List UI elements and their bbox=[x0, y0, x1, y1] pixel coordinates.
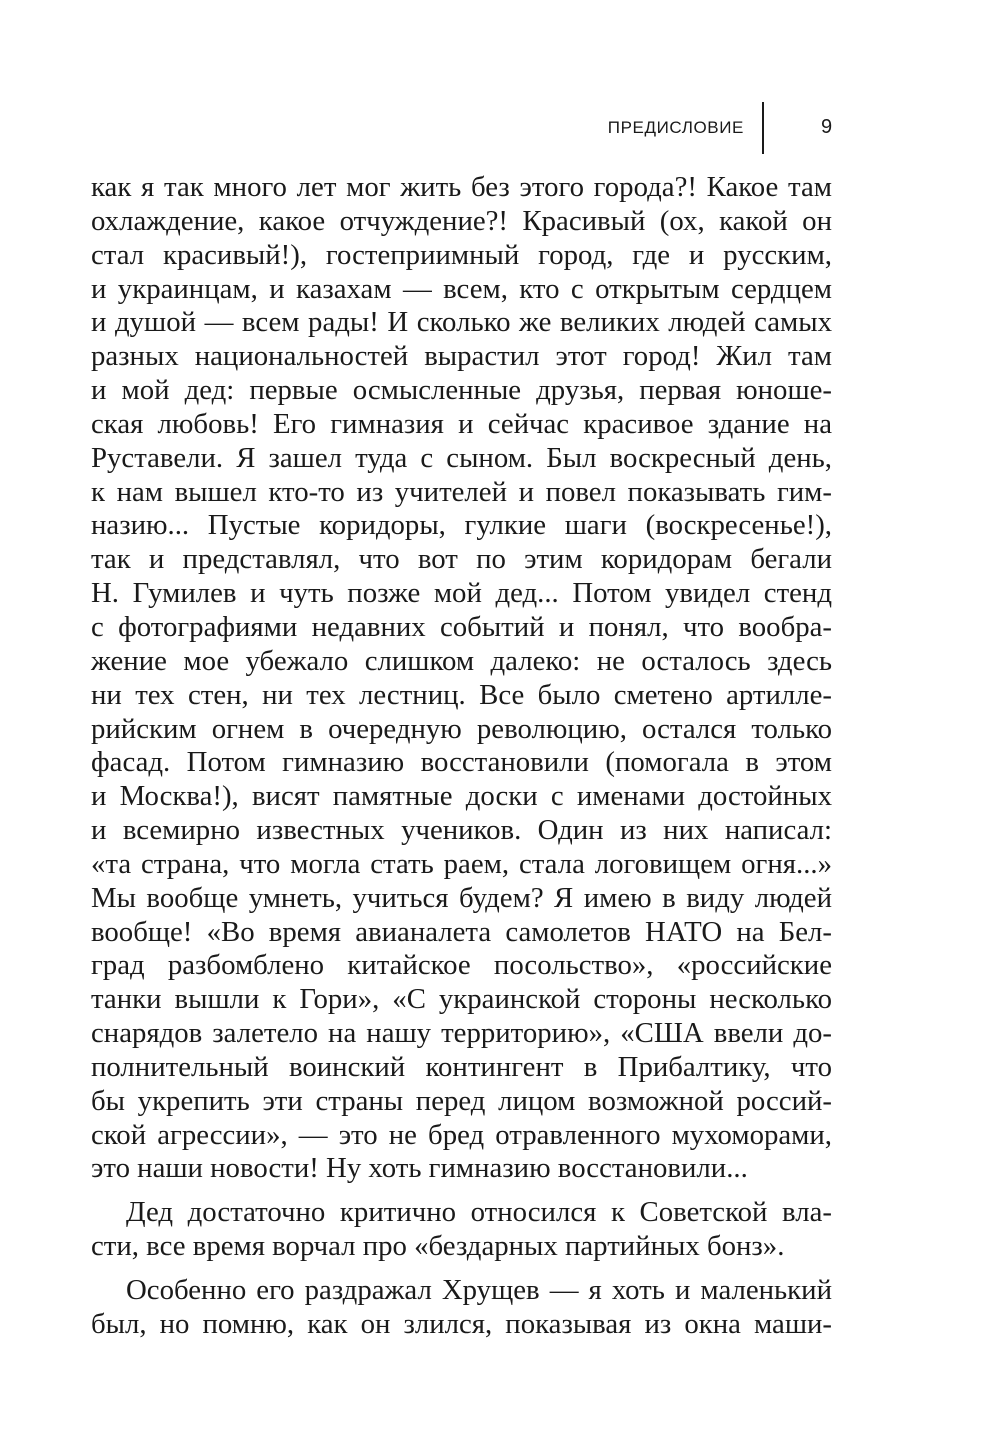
text-line: был, но помню, как он злился, показывая из окна маши- bbox=[91, 1307, 832, 1340]
header-divider bbox=[762, 102, 764, 154]
text-line: ская любовь! Его гимназия и сейчас красивое здание на bbox=[91, 407, 832, 440]
text-line: к нам вышел кто-то из учителей и повел показывать гим- bbox=[91, 475, 832, 508]
text-line: ни тех стен, ни тех лестниц. Все было сметено артилле- bbox=[91, 678, 832, 711]
text-line: полнительный воинский контингент в Прибалтику, что bbox=[91, 1050, 832, 1083]
text-line: Н. Гумилев и чуть позже мой дед... Потом увидел стенд bbox=[91, 577, 832, 610]
text-line: и мой дед: первые осмысленные друзья, первая юноше- bbox=[91, 374, 832, 407]
text-line: и Москва!), висят памятные доски с именами достойных bbox=[91, 780, 832, 813]
text-line: с фотографиями недавних событий и понял, что вообра- bbox=[91, 610, 832, 643]
text-line: охлаждение, какое отчуждение?! Красивый (ох, какой он bbox=[91, 204, 832, 237]
text-line: стал красивый!), гостеприимный город, где и русским, bbox=[91, 238, 832, 271]
page-number: 9 bbox=[821, 116, 833, 138]
text-line: разных национальностей вырастил этот город! Жил там bbox=[91, 340, 832, 373]
text-line: и всемирно известных учеников. Один из них написал: bbox=[91, 814, 832, 847]
text-line: рийским огнем в очередную революцию, остался только bbox=[91, 712, 832, 745]
text-line: и душой — всем рады! И сколько же великих людей самых bbox=[91, 306, 832, 339]
running-header bbox=[0, 110, 987, 156]
text-line: Дед достаточно критично относился к Советской вла- bbox=[126, 1196, 832, 1229]
text-line: жение мое убежало слишком далеко: не осталось здесь bbox=[91, 644, 832, 677]
paragraph bbox=[91, 1274, 832, 1342]
text-line: бы укрепить эти страны перед лицом возможной россий- bbox=[91, 1084, 832, 1117]
paragraph bbox=[91, 171, 832, 1186]
paragraph bbox=[91, 1196, 832, 1264]
text-line: Мы вообще умнеть, учиться будем? Я имею в виду людей bbox=[91, 881, 832, 914]
body-text bbox=[91, 171, 832, 1342]
paragraph-gap bbox=[91, 1264, 832, 1274]
text-line: Особенно его раздражал Хрущев — я хоть и маленький bbox=[126, 1274, 832, 1306]
paragraph-gap bbox=[91, 1186, 832, 1196]
text-line: «та страна, что могла стать раем, стала логовищем огня...» bbox=[91, 847, 832, 880]
text-line: фасад. Потом гимназию восстановили (помогала в этом bbox=[91, 746, 832, 779]
text-line: снарядов залетело на нашу территорию», «США ввели до- bbox=[91, 1017, 832, 1050]
text-line: вообще! «Во время авианалета самолетов НАТО на Бел- bbox=[91, 915, 832, 948]
text-line: как я так много лет мог жить без этого города?! Какое там bbox=[91, 171, 832, 203]
text-line: так и представлял, что вот по этим коридорам бегали bbox=[91, 543, 832, 576]
text-line: Руставели. Я зашел туда с сыном. Был воскресный день, bbox=[91, 441, 832, 474]
text-line: ской агрессии», — это не бред отравленного мухоморами, bbox=[91, 1118, 832, 1151]
section-title: ПРЕДИСЛОВИЕ bbox=[607, 118, 744, 137]
text-line: назию... Пустые коридоры, гулкие шаги (воскресенье!), bbox=[91, 509, 832, 542]
text-line: град разбомблено китайское посольство», «российские bbox=[91, 949, 832, 982]
text-line: это наши новости! Ну хоть гимназию восстановили... bbox=[91, 1152, 748, 1185]
text-line: сти, все время ворчал про «бездарных партийных бонз». bbox=[91, 1230, 785, 1263]
text-line: танки вышли к Гори», «С украинской стороны несколько bbox=[91, 983, 832, 1016]
text-line: и украинцам, и казахам — всем, кто с открытым сердцем bbox=[91, 272, 832, 305]
